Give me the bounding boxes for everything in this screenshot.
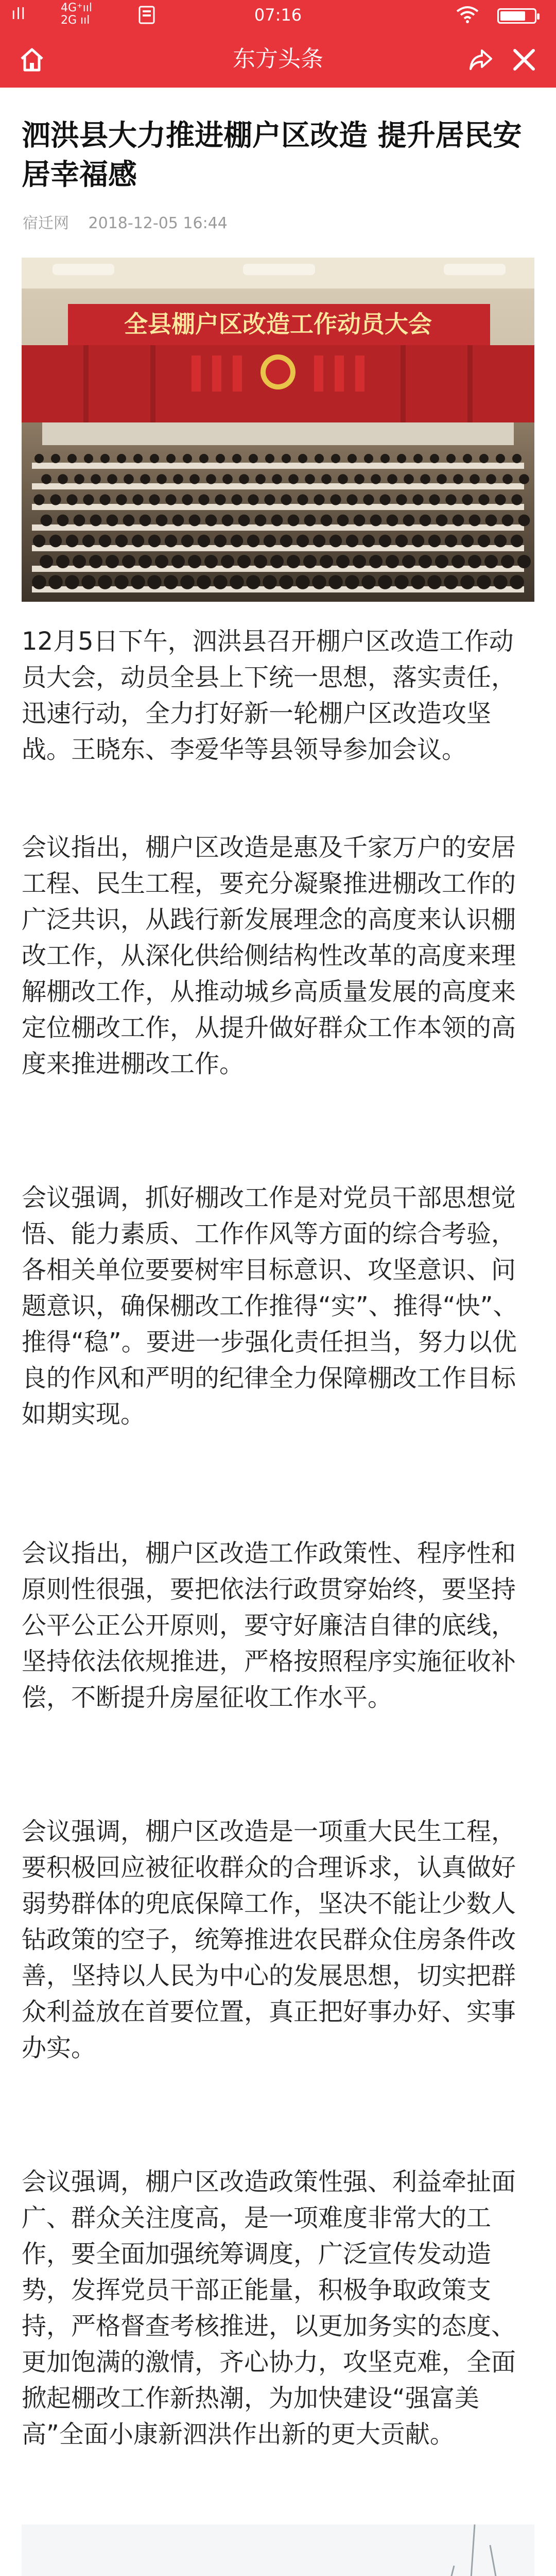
attendee-head: [502, 515, 514, 527]
attendee-head: [84, 454, 93, 463]
attendee-head: [254, 555, 267, 568]
attendee-head: [248, 494, 258, 505]
attendee-head: [369, 555, 383, 568]
attendee-head: [363, 494, 374, 505]
attendee-head: [297, 494, 308, 505]
attendee-head: [34, 454, 44, 463]
desk-row: [32, 483, 524, 489]
attendee-head: [446, 454, 456, 463]
battery-level: [500, 11, 525, 21]
attendee-head: [272, 474, 282, 484]
attendee-head: [338, 474, 348, 484]
attendee-head: [361, 575, 376, 589]
attendee-head: [115, 535, 128, 547]
attendee-head: [133, 454, 143, 463]
attendee-head: [397, 454, 406, 463]
attendee-head: [166, 454, 176, 463]
attendee-head: [445, 535, 457, 547]
attendee-head: [519, 474, 529, 484]
wifi-icon: [456, 5, 479, 24]
attendee-head: [216, 454, 225, 463]
attendee-head: [271, 515, 283, 527]
attendee-head: [427, 575, 442, 589]
attendee-head: [387, 474, 397, 484]
attendee-head: [89, 555, 102, 568]
attendee-head: [237, 555, 251, 568]
attendee-head: [435, 555, 448, 568]
attendee-head: [51, 454, 60, 463]
attendee-head: [484, 555, 498, 568]
app-title: 东方头条: [233, 46, 323, 72]
attendee-head: [336, 555, 350, 568]
attendee-head: [379, 494, 390, 505]
attendee-head: [348, 454, 357, 463]
status-time: 07:16: [254, 5, 302, 25]
attendee-head: [453, 515, 464, 527]
attendee-head: [91, 474, 101, 484]
attendee-head: [66, 494, 77, 505]
attendee-head: [56, 555, 70, 568]
attendee-head: [430, 454, 439, 463]
attendee-head: [131, 575, 145, 589]
attendee-head: [346, 535, 358, 547]
attendee-head: [65, 575, 79, 589]
attendee-head: [206, 474, 216, 484]
attendee-head: [345, 575, 359, 589]
attendee-head: [346, 494, 357, 505]
attendee-head: [165, 535, 177, 547]
attendee-head: [164, 575, 178, 589]
attendee-head: [148, 535, 161, 547]
attendee-head: [460, 575, 475, 589]
attendee-head: [436, 515, 448, 527]
attendee-head: [138, 555, 152, 568]
attendee-head: [394, 575, 409, 589]
signal-icon: ıll: [11, 5, 26, 23]
attendee-head: [81, 575, 96, 589]
article-meta: [23, 210, 242, 233]
attendee-head: [198, 535, 210, 547]
article-paragraph: 12月5日下午，泗洪县召开棚户区改造工作动员大会，动员全县上下统一思想，落实责任，迅速行动，全力打好新一轮棚户区改造攻坚战。王晓东、李爱华等县领导参加会议。: [22, 627, 516, 764]
attendee-head: [298, 454, 307, 463]
attendee-head: [486, 474, 496, 484]
attendee-head: [288, 515, 300, 527]
network-4g-label: 4G⁺ııl: [61, 2, 92, 14]
attendee-head: [478, 494, 489, 505]
article-title: 泗洪县大力推进棚户区改造 提升居民安居幸福感: [22, 119, 522, 192]
attendee-head: [517, 555, 531, 568]
attendee-head: [50, 494, 61, 505]
attendee-head: [231, 494, 242, 505]
attendee-head: [314, 494, 324, 505]
attendee-head: [116, 494, 127, 505]
attendee-head: [124, 474, 134, 484]
attendee-head: [270, 555, 284, 568]
attendee-head: [238, 515, 250, 527]
attendee-head: [263, 575, 277, 589]
attendee-head: [264, 494, 275, 505]
attendee-head: [494, 535, 507, 547]
attendee-head: [287, 555, 300, 568]
attendee-head: [40, 555, 53, 568]
attendee-head: [378, 575, 392, 589]
attendee-head: [57, 515, 69, 527]
attendee-head: [255, 474, 266, 484]
attendee-head: [83, 494, 94, 505]
attendee-head: [140, 515, 151, 527]
attendee-head: [264, 535, 276, 547]
attendee-head: [149, 494, 160, 505]
attendee-head: [279, 575, 293, 589]
attendee-head: [420, 474, 430, 484]
attendee-head: [171, 555, 185, 568]
attendee-head: [437, 474, 447, 484]
attendee-head: [198, 494, 209, 505]
article-paragraph: 会议指出，棚户区改造工作政策性、程序性和原则性很强，要把依法行政贯穿始终，要坚持公平公正公开原则，要守好廉洁自律的底线，坚持依法依规推进，严格按照程序实施征收补偿，不断提升房屋征收工作水平。: [22, 1539, 516, 1712]
attendee-head: [510, 575, 524, 589]
attendee-head: [297, 535, 309, 547]
attendee-head: [370, 515, 382, 527]
article-paragraph: 会议强调，棚户区改造是一项重大民生工程，要积极回应被征收群众的合理诉求，认真做好弱势群体的兜底保障工作，坚决不能让少数人钻政策的空子，统筹推进农民群众住房条件改善，坚持以人民为中心的发展思想，切实把群众利益放在首要位置，真正把好事办好、实事办实。: [22, 1817, 516, 2062]
attendee-head: [354, 474, 364, 484]
attendee-head: [147, 575, 162, 589]
attendee-head: [512, 454, 522, 463]
attendee-head: [99, 535, 111, 547]
attendee-head: [353, 555, 366, 568]
attendee-head: [107, 474, 117, 484]
attendee-head: [444, 575, 458, 589]
attendee-head: [511, 494, 522, 505]
top-navigation-bar: [0, 31, 556, 88]
attendee-head: [495, 494, 506, 505]
attendee-head: [315, 454, 324, 463]
attendee-head: [303, 555, 317, 568]
attendee-head: [501, 555, 514, 568]
attendee-head: [387, 515, 398, 527]
attendee-head: [445, 494, 456, 505]
meeting-banner-text: 全县棚户区改造工作动员大会: [124, 310, 432, 338]
attendee-head: [48, 575, 63, 589]
attendee-head: [281, 494, 291, 505]
attendee-head: [412, 494, 423, 505]
attendee-head: [41, 474, 51, 484]
attendee-head: [403, 515, 415, 527]
attendee-head: [197, 575, 211, 589]
close-icon[interactable]: [509, 44, 540, 75]
attendee-head: [329, 535, 342, 547]
site-inspection-photo: [22, 2524, 534, 2576]
attendee-head: [451, 555, 465, 568]
attendee-head: [280, 535, 292, 547]
attendee-head: [41, 515, 53, 527]
attendee-head: [157, 474, 167, 484]
attendee-head: [90, 515, 102, 527]
attendee-head: [386, 555, 399, 568]
attendee-head: [321, 515, 333, 527]
attendee-head: [74, 515, 85, 527]
attendee-head: [411, 575, 425, 589]
attendee-head: [511, 535, 523, 547]
attendee-head: [304, 515, 316, 527]
attendee-head: [453, 474, 463, 484]
attendee-head: [320, 555, 333, 568]
attendee-head: [213, 575, 228, 589]
attendee-head: [362, 535, 375, 547]
attendee-head: [337, 515, 349, 527]
attendee-head: [419, 555, 432, 568]
attendee-head: [282, 454, 291, 463]
article-source[interactable]: 宿迁网: [23, 214, 69, 232]
attendee-head: [32, 575, 46, 589]
attendee-head: [485, 515, 497, 527]
meeting-hall-photo: [22, 258, 534, 602]
attendee-head: [305, 474, 315, 484]
attendee-head: [189, 474, 200, 484]
attendee-head: [380, 454, 390, 463]
attendee-head: [463, 454, 472, 463]
attendee-head: [33, 494, 44, 505]
attendee-head: [221, 555, 234, 568]
attendee-head: [265, 454, 274, 463]
attendee-head: [328, 575, 343, 589]
attendee-head: [404, 474, 414, 484]
attendee-head: [165, 494, 176, 505]
attendee-head: [493, 575, 508, 589]
attendee-head: [181, 535, 194, 547]
attendee-head: [371, 474, 381, 484]
attendee-head: [49, 535, 62, 547]
attendee-head: [114, 575, 129, 589]
attendee-head: [354, 515, 366, 527]
attendee-head: [214, 535, 227, 547]
attendee-head: [199, 454, 208, 463]
attendee-head: [469, 515, 481, 527]
article-paragraph: 会议指出，棚户区改造是惠及千家万户的安居工程、民生工程，要充分凝聚推进棚改工作的广泛共识，从践行新发展理念的高度来认识棚改工作，从深化供给侧结构性改革的高度来理解棚改工作，从推动城乡高质量发展的高度来定位棚改工作，从提升做好群众工作本领的高度来推进棚改工作。: [22, 833, 516, 1078]
attendee-head: [180, 575, 195, 589]
attendee-head: [99, 494, 110, 505]
attendee-head: [429, 494, 440, 505]
attendee-head: [58, 474, 68, 484]
attendee-head: [402, 555, 415, 568]
attendee-head: [413, 454, 423, 463]
attendee-head: [321, 474, 332, 484]
attendee-head: [74, 474, 84, 484]
attendee-head: [123, 515, 135, 527]
attendee-head: [518, 515, 530, 527]
attendee-head: [479, 454, 489, 463]
attendee-head: [470, 474, 480, 484]
attendee-head: [173, 474, 183, 484]
attendee-head: [140, 474, 150, 484]
attendee-head: [496, 454, 505, 463]
attendee-head: [107, 515, 118, 527]
attendee-head: [420, 515, 431, 527]
share-icon[interactable]: [466, 45, 495, 74]
attendee-head: [132, 535, 144, 547]
article-paragraph: 会议强调，棚户区改造政策性强、利益牵扯面广、群众关注度高，是一项难度非常大的工作，要全面加强统筹调度，广泛宣传发动造势，发挥党员干部正能量，积极争取政策支持，严格督查考核推进，以更加务实的态度、更加饱满的激情，齐心协力，攻坚克难，全面掀起棚改工作新热潮，为加快建设“强富美高”全面小康新泗洪作出新的更大贡献。: [22, 2167, 516, 2449]
attendee-head: [117, 454, 126, 463]
attendee-head: [98, 575, 112, 589]
attendee-head: [100, 454, 110, 463]
attendee-head: [232, 454, 241, 463]
article-paragraph: 会议强调，抓好棚改工作是对党员干部思想觉悟、能力素质、工作作风等方面的综合考验，各相关单位要要树牢目标意识、攻坚意识、问题意识，确保棚改工作推得“实”、推得“快”、推得“稳”。要进一步强化责任担当，努力以优良的作风和严明的纪律全力保障棚改工作目标如期实现。: [22, 1183, 518, 1429]
attendee-head: [230, 575, 244, 589]
attendee-head: [156, 515, 168, 527]
attendee-head: [364, 454, 373, 463]
attendee-head: [183, 454, 192, 463]
attendee-head: [461, 535, 474, 547]
attendee-head: [215, 494, 225, 505]
attendee-head: [462, 494, 473, 505]
attendee-head: [33, 535, 45, 547]
battery-icon: [497, 8, 536, 24]
attendee-head: [66, 535, 78, 547]
article-date: 2018-12-05 16:44: [88, 214, 228, 232]
desk-row: [32, 463, 524, 469]
attendee-head: [182, 494, 193, 505]
attendee-head: [231, 535, 243, 547]
attendee-head: [288, 474, 299, 484]
status-bar: [0, 0, 556, 31]
attendee-head: [222, 515, 234, 527]
attendee-head: [239, 474, 249, 484]
attendee-head: [67, 454, 77, 463]
attendee-head: [468, 555, 481, 568]
attendee-head: [150, 454, 159, 463]
attendee-head: [331, 454, 340, 463]
attendee-head: [122, 555, 135, 568]
attendee-head: [205, 515, 217, 527]
attendee-head: [313, 535, 325, 547]
attendee-head: [204, 555, 218, 568]
attendee-head: [222, 474, 233, 484]
attendee-head: [502, 474, 513, 484]
attendee-head: [73, 555, 86, 568]
attendee-head: [379, 535, 391, 547]
attendee-head: [312, 575, 326, 589]
attendee-head: [106, 555, 119, 568]
attendee-head: [188, 555, 201, 568]
attendee-head: [132, 494, 143, 505]
attendee-head: [247, 535, 259, 547]
attendee-head: [478, 535, 490, 547]
attendee-head: [396, 494, 407, 505]
attendee-head: [189, 515, 201, 527]
attendee-head: [477, 575, 491, 589]
attendee-head: [246, 575, 260, 589]
attendee-head: [172, 515, 184, 527]
attendee-head: [155, 555, 168, 568]
attendee-head: [330, 494, 341, 505]
attendee-head: [82, 535, 95, 547]
attendee-head: [395, 535, 408, 547]
attendee-head: [428, 535, 441, 547]
attendee-head: [412, 535, 424, 547]
attendee-head: [255, 515, 267, 527]
attendee-head: [296, 575, 310, 589]
network-2g-label: 2G ııl: [61, 14, 90, 27]
attendee-head: [249, 454, 258, 463]
